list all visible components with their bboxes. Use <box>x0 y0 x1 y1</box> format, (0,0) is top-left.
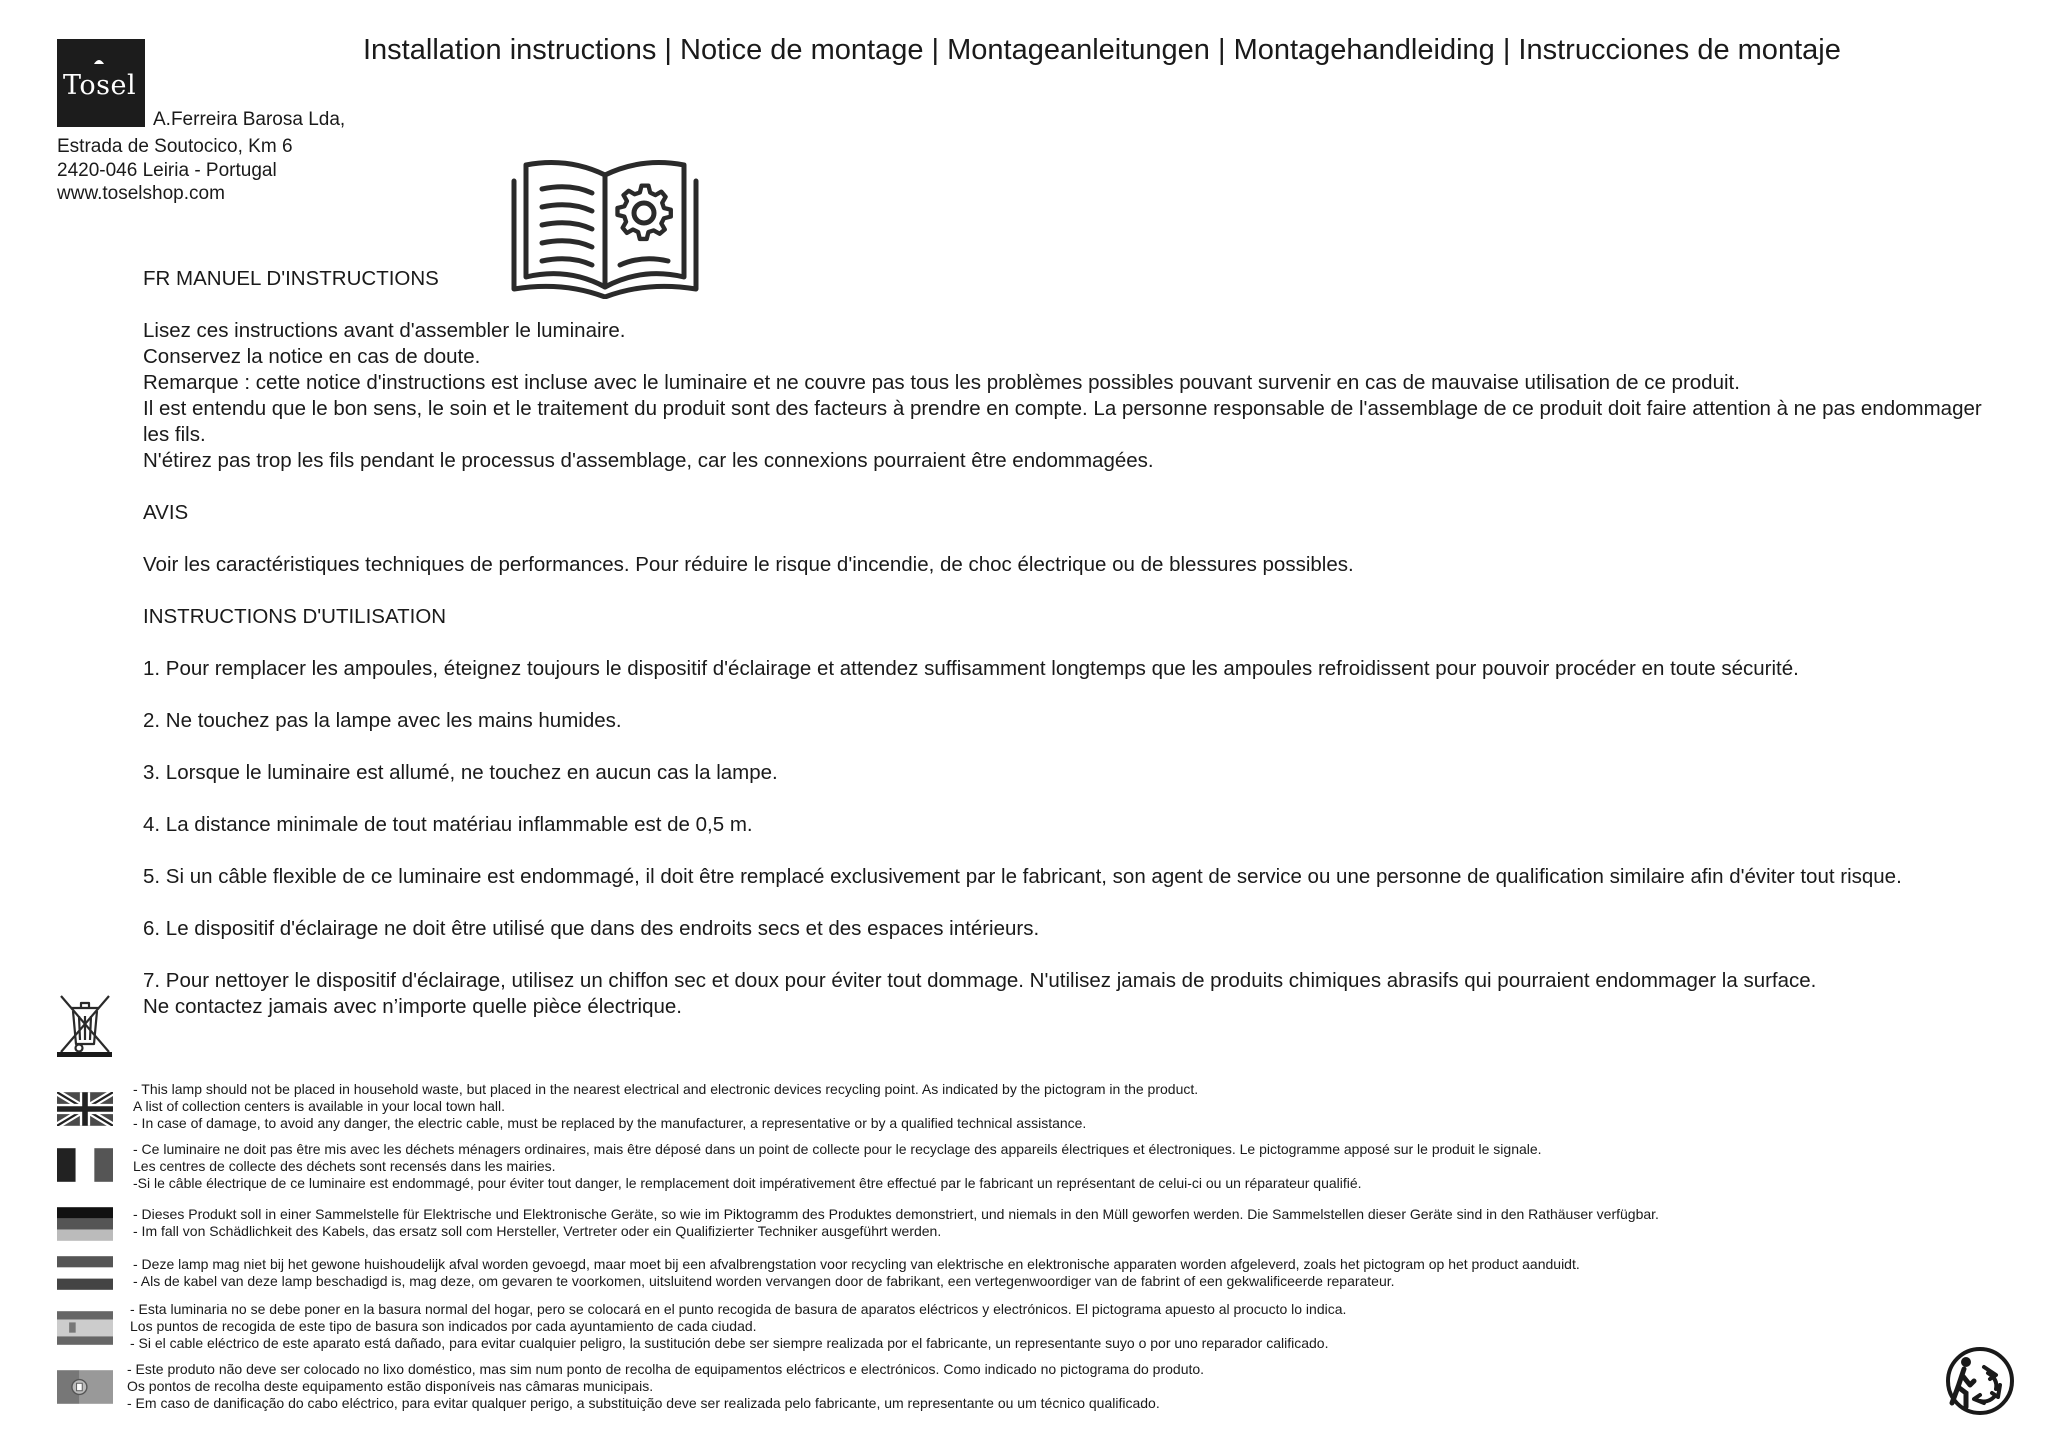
disposal-line: - This lamp should not be placed in household waste, but placed in the nearest electrical and electronic devices recycling point. As indicated by the pictogram in the product. <box>133 1081 1199 1097</box>
instruction-step: 3. Lorsque le luminaire est allumé, ne touchez en aucun cas la lampe. <box>143 761 778 784</box>
intro-line: Conservez la notice en cas de doute. <box>143 345 481 368</box>
disposal-line: - Este produto não deve ser colocado no lixo doméstico, mas sim num ponto de recolha de equipamentos eléctricos e electrónicos. Como indicado no pictograma do produto. <box>127 1361 1205 1377</box>
intro-line: Il est entendu que le bon sens, le soin et le traitement du produit sont des facteurs à prendre en compte. La personne responsable de l'assemblage de ce produit doit faire attention à ne pas endommager les fils. <box>143 397 1982 446</box>
disposal-note-fr <box>133 1141 1542 1192</box>
disposal-note-nl <box>133 1256 1580 1290</box>
disposal-note-pt <box>127 1361 1204 1412</box>
instruction-step-continued: Ne contactez jamais avec n’importe quelle pièce électrique. <box>143 995 682 1018</box>
france-flag-icon <box>57 1148 113 1182</box>
disposal-line: - Im fall von Schädlichkeit des Kabels, das ersatz soll com Hersteller, Vertreter oder ein Qualifizierter Techniker ausgeführt werden. <box>133 1223 942 1239</box>
page-title: Installation instructions | Notice de montage | Montageanleitungen | Montagehandleiding | Instrucciones de montaje <box>363 34 1841 66</box>
instruction-step: 7. Pour nettoyer le dispositif d'éclairage, utilisez un chiffon sec et doux pour éviter tout dommage. N'utilisez jamais de produits chimiques abrasifs qui pourraient endommager la surface. <box>143 969 1817 992</box>
instruction-step: 6. Le dispositif d'éclairage ne doit être utilisé que dans des endroits secs et des espaces intérieurs. <box>143 917 1040 940</box>
disposal-line: - Dieses Produkt soll in einer Sammelstelle für Elektrische und Elektronische Geräte, so wie im Piktogramm des Produktes demonstriert, und niemals in den Müll geworfen werden. Die Sammelstellen dieser Geräte sind in den Rathäuser verfügbar. <box>133 1206 1659 1222</box>
weee-underline-bar <box>57 1052 112 1057</box>
disposal-line: - Em caso de danificação do cabo eléctrico, para evitar qualquer perigo, a substituição deve ser realizada pelo fabricante, um representante ou um técnico qualificado. <box>127 1395 1160 1411</box>
address-city: 2420-046 Leiria - Portugal <box>57 160 277 181</box>
disposal-line: A list of collection centers is available in your local town hall. <box>133 1098 505 1114</box>
disposal-line: Os pontos de recolha deste equipamento estão disponíveis nas câmaras municipais. <box>127 1378 654 1394</box>
disposal-line: - Esta luminaria no se debe poner en la basura normal del hogar, pero se colocará en el punto recogida de basura de aparatos eléctricos y electrónicos. El pictograma apuesto al procucto lo indica. <box>130 1301 1347 1317</box>
intro-line: Remarque : cette notice d'instructions est incluse avec le luminaire et ne couvre pas tous les problèmes possibles pouvant survenir en cas de mauvaise utilisation de ce produit. <box>143 371 1740 394</box>
intro-line: Lisez ces instructions avant d'assembler le luminaire. <box>143 319 626 342</box>
disposal-line: - Ce luminaire ne doit pas être mis avec les déchets ménagers ordinaires, mais être déposé dans un point de collecte pour le recyclage des appareils électriques et électroniques. Le pictogramme apposé sur le produit le signale. <box>133 1141 1542 1157</box>
disposal-note-es <box>130 1301 1346 1352</box>
netherlands-flag-icon <box>57 1256 113 1290</box>
notice-heading: AVIS <box>143 501 189 524</box>
disposal-line: -Si le câble électrique de ce luminaire est endommagé, pour éviter tout danger, le remplacement doit impérativement être effectué par le fabricant un représentant de celui-ci ou un réparateur qualifié. <box>133 1175 1362 1191</box>
spain-flag-icon <box>57 1311 113 1345</box>
notice-text: Voir les caractéristiques techniques de performances. Pour réduire le risque d'incendie, de choc électrique ou de blessures possibles. <box>143 553 1354 576</box>
instruction-step: 5. Si un câble flexible de ce luminaire est endommagé, il doit être remplacé exclusivement par le fabricant, son agent de service ou une personne de qualification similaire afin d'éviter tout risque. <box>143 865 1902 888</box>
crossed-out-wheelie-bin-icon <box>57 990 113 1060</box>
portugal-flag-icon <box>57 1370 113 1404</box>
lamp-icon <box>93 57 105 65</box>
manual-heading: FR MANUEL D'INSTRUCTIONS <box>143 267 439 290</box>
usage-heading: INSTRUCTIONS D'UTILISATION <box>143 605 447 628</box>
disposal-line: Les centres de collecte des déchets sont recensés dans les mairies. <box>133 1158 556 1174</box>
disposal-line: - In case of damage, to avoid any danger, the electric cable, must be replaced by the manufacturer, a representative or by a qualified technical assistance. <box>133 1115 1087 1131</box>
address-company: A.Ferreira Barosa Lda, <box>153 109 346 130</box>
instruction-step: 2. Ne touchez pas la lampe avec les mains humides. <box>143 709 622 732</box>
disposal-note-en <box>133 1081 1198 1132</box>
triman-recycling-icon <box>1944 1345 2016 1417</box>
disposal-line: - Si el cable eléctrico de este aparato está dañado, para evitar cualquier peligro, la sustitución debe ser siempre realizada por el fabricante, un representante suyo o por uno reparador calificado. <box>130 1335 1329 1351</box>
uk-flag-icon <box>57 1092 113 1126</box>
intro-line: N'étirez pas trop les fils pendant le processus d'assemblage, car les connexions pourraient être endommagées. <box>143 449 1154 472</box>
instructions-body <box>143 266 2013 1020</box>
instruction-step: 4. La distance minimale de tout matériau inflammable est de 0,5 m. <box>143 813 753 836</box>
disposal-line: - Deze lamp mag niet bij het gewone huishoudelijk afval worden gevoegd, maar moet bij een afvalbrengstation voor recycling van elektrische en elektronische apparaten worden afgeleverd, zoals het pictogram op het product aanduidt. <box>133 1256 1580 1272</box>
address-street: Estrada de Soutocico, Km 6 <box>57 136 293 157</box>
disposal-note-de <box>133 1206 1659 1240</box>
brand-logo <box>57 39 145 127</box>
disposal-line: - Als de kabel van deze lamp beschadigd is, mag deze, om gevaren te voorkomen, uitsluitend worden vervangen door de fabrikant, een vertegenwoordiger van de fabrint of een gekwalificeerde reparateur. <box>133 1273 1395 1289</box>
instruction-step: 1. Pour remplacer les ampoules, éteignez toujours le dispositif d'éclairage et attendez suffisamment longtemps que les ampoules refroidissent pour pouvoir procéder en toute sécurité. <box>143 657 1799 680</box>
address-website[interactable]: www.toselshop.com <box>57 183 225 204</box>
logo-text: Tosel <box>63 70 137 101</box>
germany-flag-icon <box>57 1207 113 1241</box>
disposal-line: Los puntos de recogida de este tipo de basura son indicados por cada ayuntamiento de cada ciudad. <box>130 1318 757 1334</box>
